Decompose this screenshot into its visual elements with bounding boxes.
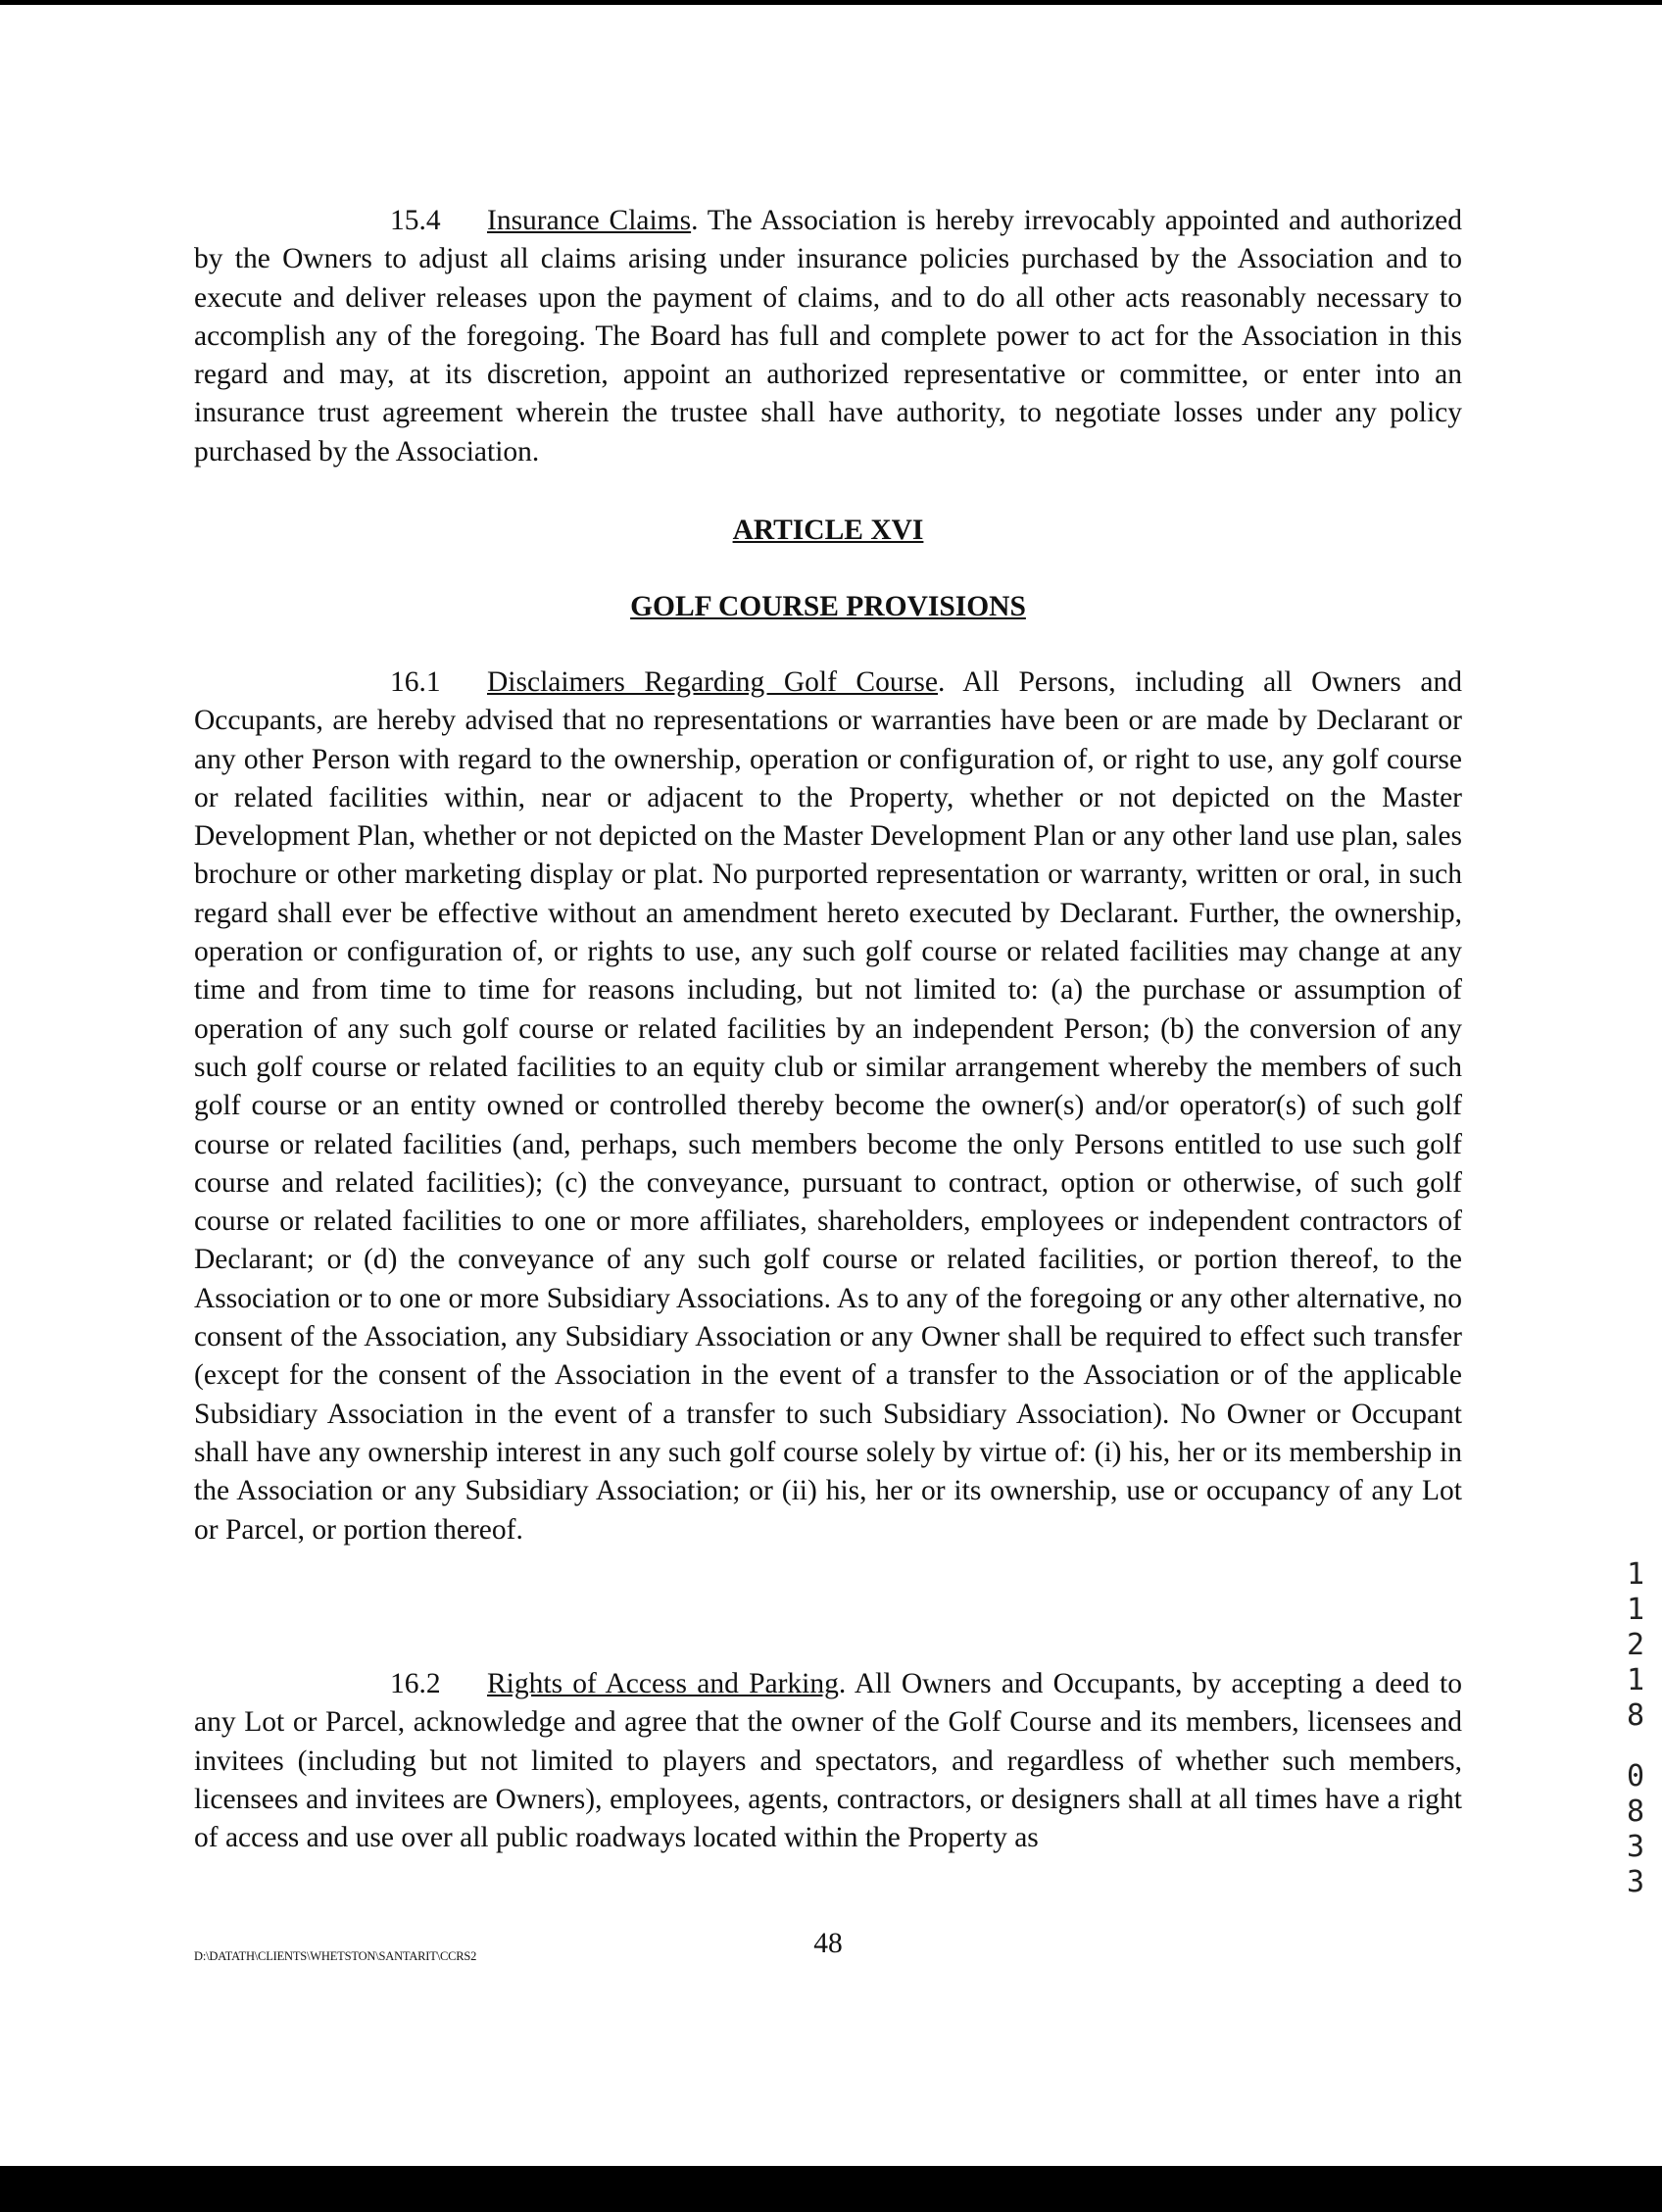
scan-top-edge bbox=[0, 0, 1662, 5]
section-16-2-body: . All Owners and Occupants, by accepting a deed to any Lot or Parcel, acknowledge and agree that the owner of the Golf Course and its members, licensees and invitees (including but not limited to players and spectators, and regardless of whether such members, licensees and invitees are Owners), employees, agents, contractors, or designers shall at all times have a right of access and use over all public roadways located within the Property as bbox=[194, 1668, 1463, 1854]
section-16-1-body: . All Persons, including all Owners and Occupants, are hereby advised that no representations or warranties have been or are made by Declarant or any other Person with regard to the ownership, operation or configuration of, or right to use, any golf course or related facilities within, near or adjacent to the Property, whether or not depicted on the Master Development Plan, whether or not depicted on the Master Development Plan or any other land use plan, sales brochure or other marketing display or plat. No purported representation or warranty, written or oral, in such regard shall ever be effective without an amendment hereto executed by Declarant. Further, the ownership, operation or configuration of, or rights to use, any such golf course or related facilities may change at any time and from time to time for reasons including, but not limited to: (a) the purchase or assumption of operation of any such golf course or related facilities by an independent Person; (b) the conversion of any such golf course or related facilities to an equity club or similar arrangement whereby the members of such golf course or an entity owned or controlled thereby become the owner(s) and/or operator(s) of such golf course or related facilities (and, perhaps, such members become the only Persons entitled to use such golf course and related facilities); (c) the conveyance, pursuant to contract, option or otherwise, of such golf course or related facilities to one or more affiliates, shareholders, employees or independent contractors of Declarant; or (d) the conveyance of any such golf course or related facilities, or portion thereof, to the Association or to one or more Subsidiary Associations. As to any of the foregoing or any other alternative, no consent of the Association, any Subsidiary Association or any Owner shall be required to effect such transfer (except for the consent of the Association in the event of a transfer to the Association or of the applicable Subsidiary Association in the event of a transfer to such Subsidiary Association). No Owner or Occupant shall have any ownership interest in any such golf course solely by virtue of: (i) his, her or its membership in the Association or any Subsidiary Association; or (ii) his, her or its ownership, use or occupancy of any Lot or Parcel, or portion thereof. bbox=[194, 666, 1462, 1546]
bates-digit: 8 bbox=[1626, 1794, 1645, 1829]
bates-digit: 1 bbox=[1626, 1663, 1645, 1697]
article-subtitle: GOLF COURSE PROVISIONS bbox=[630, 591, 1026, 622]
section-16-2-heading: Rights of Access and Parking bbox=[487, 1668, 839, 1699]
bates-stamp-group-2 bbox=[1618, 1759, 1653, 1903]
section-16-1-number: 16.1 bbox=[390, 666, 441, 698]
bates-digit: 3 bbox=[1626, 1830, 1645, 1864]
bates-digit: 3 bbox=[1626, 1865, 1645, 1899]
bates-digit: 1 bbox=[1626, 1593, 1645, 1627]
bates-digit: 8 bbox=[1626, 1698, 1645, 1733]
bates-digit: 2 bbox=[1626, 1628, 1645, 1662]
bates-stamp-group-1 bbox=[1618, 1557, 1653, 1737]
section-16-1-heading: Disclaimers Regarding Golf Course bbox=[487, 666, 938, 698]
section-16-2-paragraph bbox=[194, 1665, 1462, 1857]
bates-digit: 1 bbox=[1626, 1557, 1645, 1592]
scan-bottom-bar bbox=[0, 2166, 1662, 2212]
section-15-4-body: . The Association is hereby irrevocably appointed and authorized by the Owners to adjust all claims arising under insurance policies purchased by the Association and to execute and deliver releases upon the payment of claims, and to do all other acts reasonably necessary to accomplish any of the foregoing. The Board has full and complete power to act for the Association in this regard and may, at its discretion, appoint an authorized representative or committee, or enter into an insurance trust agreement wherein the trustee shall have authority, to negotiate losses under any policy purchased by the Association. bbox=[194, 205, 1462, 467]
bates-digit: 0 bbox=[1626, 1759, 1645, 1794]
section-15-4-paragraph bbox=[194, 202, 1462, 471]
article-title: ARTICLE XVI bbox=[732, 515, 924, 546]
section-16-1-paragraph bbox=[194, 664, 1462, 1549]
section-15-4-heading: Insurance Claims bbox=[487, 205, 692, 236]
section-16-2-number: 16.2 bbox=[390, 1668, 441, 1699]
section-15-4-number: 15.4 bbox=[390, 205, 441, 236]
page-number: 48 bbox=[813, 1928, 843, 1959]
footer-file-path: D:\DATATH\CLIENTS\WHETSTON\SANTARIT\CCRS2 bbox=[194, 1949, 477, 1963]
